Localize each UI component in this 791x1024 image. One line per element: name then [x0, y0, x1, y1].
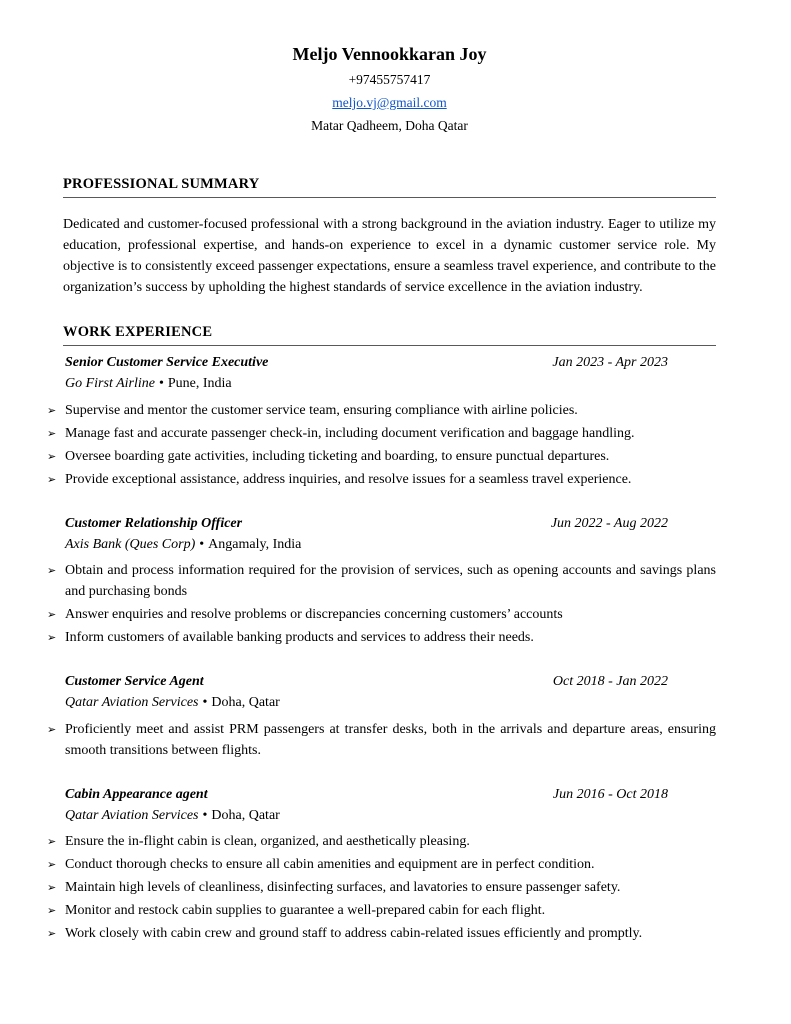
bullet-item: [47, 423, 716, 444]
bullet-item: [47, 719, 716, 761]
job-entry: [47, 353, 716, 490]
job-location: Doha, Qatar: [211, 808, 280, 824]
summary-section: [63, 176, 716, 298]
company-name: Qatar Aviation Services: [65, 695, 199, 711]
email-link[interactable]: meljo.vj@gmail.com: [332, 95, 447, 110]
bullet-text: Provide exceptional assistance, address inquiries, and resolve issues for a seamless travel experience.: [65, 471, 632, 487]
bullet-text: Obtain and process information required for the provision of services, such as opening accounts and savings plans and purchasing bonds: [65, 563, 716, 600]
experience-heading: WORK EXPERIENCE: [63, 324, 716, 346]
phone-number: +97455757417: [348, 72, 431, 87]
arrow-bullet-icon: ➢: [47, 403, 57, 417]
arrow-bullet-icon: ➢: [47, 449, 57, 463]
arrow-bullet-icon: ➢: [47, 904, 57, 918]
job-location: Angamaly, India: [208, 536, 302, 552]
job-location: Doha, Qatar: [211, 695, 280, 711]
bullet-text: Answer enquiries and resolve problems or discrepancies concerning customers’ accounts: [65, 607, 563, 623]
arrow-bullet-icon: ➢: [47, 608, 57, 622]
bullet-text: Inform customers of available banking products and services to address their needs.: [65, 630, 534, 646]
bullet-item: [47, 627, 716, 648]
job-title: Customer Service Agent: [65, 674, 204, 690]
arrow-bullet-icon: ➢: [47, 426, 57, 440]
job-dates: Oct 2018 - Jan 2022: [552, 674, 668, 690]
bullet-item: [47, 854, 716, 875]
job-header: [65, 353, 716, 373]
job-bullet-list: [47, 560, 716, 648]
job-title: Customer Relationship Officer: [65, 515, 243, 531]
job-subheader: [65, 693, 716, 713]
bullet-item: [47, 469, 716, 490]
job-subheader: [65, 806, 716, 826]
job-header: [65, 672, 716, 692]
job-title: Cabin Appearance agent: [65, 786, 208, 802]
bullet-item: [47, 831, 716, 852]
bullet-text: Supervise and mentor the customer service team, ensuring compliance with airline policies.: [65, 402, 578, 418]
job-bullet-list: [47, 719, 716, 761]
experience-section: [47, 324, 716, 944]
job-bullet-list: [47, 400, 716, 490]
job-header: [65, 514, 716, 534]
job-location: Pune, India: [167, 376, 232, 392]
company-name: Axis Bank (Ques Corp): [65, 536, 196, 552]
summary-heading: PROFESSIONAL SUMMARY: [63, 176, 716, 198]
bullet-item: [47, 900, 716, 921]
bullet-item: [47, 604, 716, 625]
bullet-item: [47, 560, 716, 602]
bullet-text: Maintain high levels of cleanliness, disinfecting surfaces, and lavatories to ensure passenger safety.: [65, 880, 621, 896]
bullet-item: [47, 923, 716, 944]
bullet-text: Manage fast and accurate passenger check-in, including document verification and baggage handling.: [65, 425, 635, 441]
arrow-bullet-icon: ➢: [47, 858, 57, 872]
job-dates: Jun 2016 - Oct 2018: [552, 786, 668, 802]
bullet-item: [47, 446, 716, 467]
arrow-bullet-icon: ➢: [47, 472, 57, 486]
company-name: Go First Airline: [65, 376, 155, 392]
bullet-text: Monitor and restock cabin supplies to guarantee a well-prepared cabin for each flight.: [65, 903, 546, 919]
arrow-bullet-icon: ➢: [47, 835, 57, 849]
resume-header: [63, 44, 716, 134]
bullet-text: Work closely with cabin crew and ground staff to address cabin-related issues efficiently and promptly.: [65, 926, 643, 942]
address: Matar Qadheem, Doha Qatar: [311, 118, 468, 133]
job-subheader: [65, 374, 716, 394]
arrow-bullet-icon: ➢: [47, 631, 57, 645]
bullet-text: Proficiently meet and assist PRM passengers at transfer desks, both in the arrivals and departure areas, ensuring smooth transitions between flights.: [65, 721, 716, 758]
bullet-text: Ensure the in-flight cabin is clean, organized, and aesthetically pleasing.: [65, 834, 470, 850]
arrow-bullet-icon: ➢: [47, 564, 57, 578]
job-entry: [47, 672, 716, 761]
arrow-bullet-icon: ➢: [47, 722, 57, 736]
job-header: [65, 785, 716, 805]
job-dates: Jun 2022 - Aug 2022: [550, 515, 668, 531]
bullet-text: Conduct thorough checks to ensure all cabin amenities and equipment are in perfect condition.: [65, 857, 595, 873]
dot-separator: •: [199, 536, 205, 552]
bullet-text: Oversee boarding gate activities, including ticketing and boarding, to ensure punctual departures.: [65, 448, 610, 464]
arrow-bullet-icon: ➢: [47, 927, 57, 941]
dot-separator: •: [158, 376, 164, 392]
summary-text: Dedicated and customer-focused professional with a strong background in the aviation industry. Eager to utilize my education, professional expertise, and hands-on experience to excel in a dynamic customer service role. My objective is to consistently exceed passenger expectations, ensure a seamless travel experience, and contribute to the organization’s success by upholding the highest standards of service excellence in the aviation industry.: [63, 217, 716, 295]
job-entry: [47, 785, 716, 945]
email-line: [63, 95, 716, 111]
arrow-bullet-icon: ➢: [47, 881, 57, 895]
company-name: Qatar Aviation Services: [65, 808, 199, 824]
job-bullet-list: [47, 831, 716, 944]
bullet-item: [47, 400, 716, 421]
job-title: Senior Customer Service Executive: [65, 355, 269, 370]
job-subheader: [65, 535, 716, 555]
dot-separator: •: [202, 695, 208, 711]
candidate-name: Meljo Vennookkaran Joy: [292, 44, 487, 64]
dot-separator: •: [202, 808, 208, 824]
bullet-item: [47, 877, 716, 898]
job-dates: Jan 2023 - Apr 2023: [552, 355, 668, 370]
job-entry: [47, 514, 716, 649]
